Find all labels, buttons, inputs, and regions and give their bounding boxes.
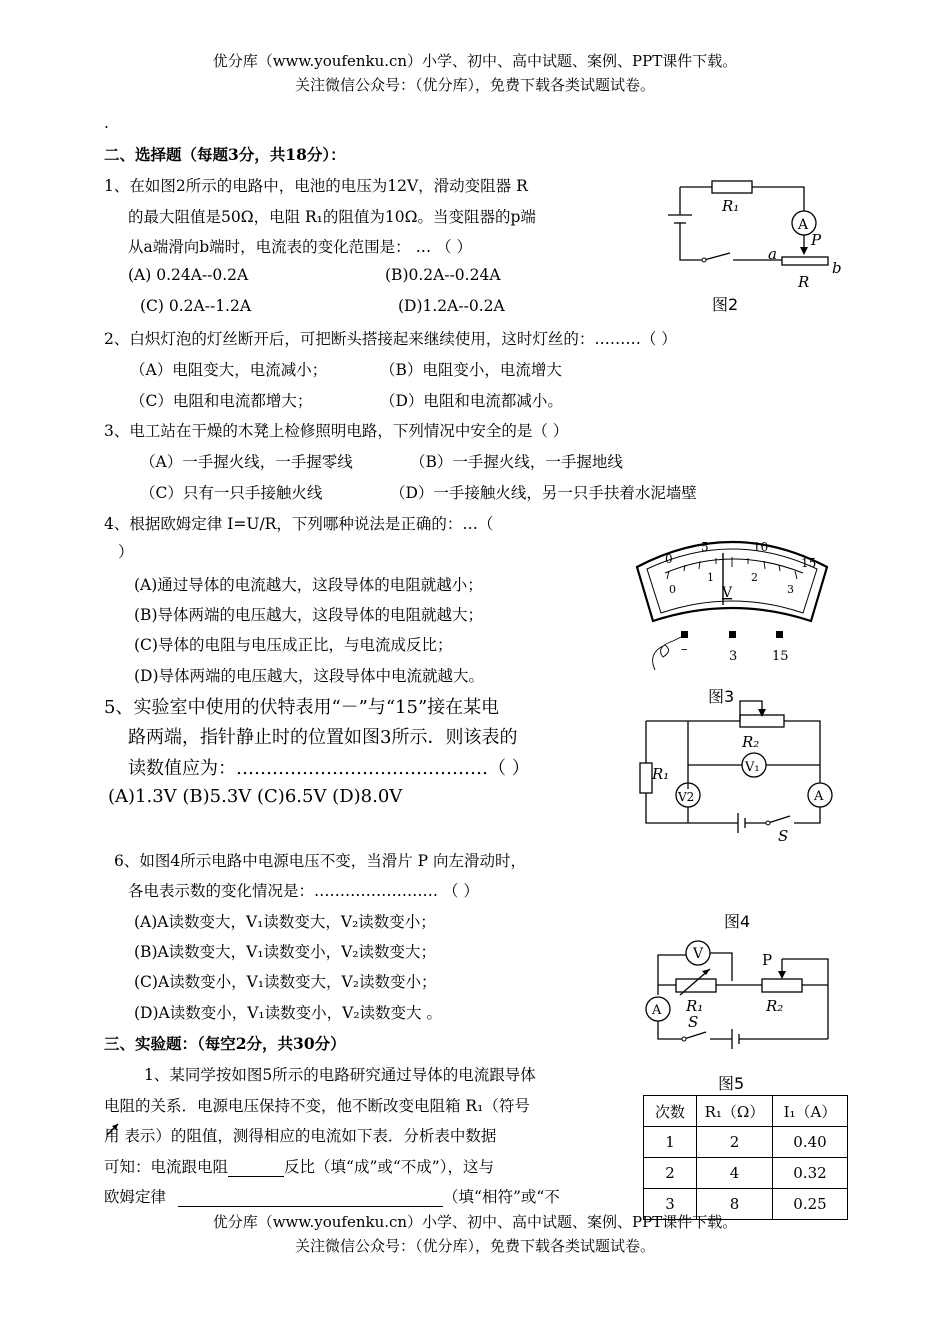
fig3-top-tick: 0 xyxy=(665,552,673,566)
table-cell: 3 xyxy=(644,1189,697,1220)
table-cell: 2 xyxy=(644,1158,697,1189)
header-line-1: 优分库（www.youfenku.cn）小学、初中、高中试题、案例、PPT课件下载。 xyxy=(212,52,738,70)
exp1-line-4 xyxy=(104,1155,494,1177)
table-header: I₁（A） xyxy=(773,1096,848,1127)
q2-option-d: （D）电阻和电流都减小。 xyxy=(380,392,563,410)
fig4-caption: 图4 xyxy=(724,912,751,931)
q5-line-3: 读数值应为：……………………………………（ ） xyxy=(128,758,530,779)
fig3-terminal-15 xyxy=(776,631,783,638)
exp1-line-5 xyxy=(104,1185,560,1207)
table-row xyxy=(644,1158,848,1189)
fig3-terminal-minus xyxy=(681,631,688,638)
table-cell: 8 xyxy=(697,1189,773,1220)
fig4-v1-label: V₁ xyxy=(745,760,760,775)
q3-option-d: （D）一手接触火线，另一只手扶着水泥墙壁 xyxy=(390,484,697,502)
table-cell: 0.25 xyxy=(773,1189,848,1220)
q1-option-d: (D)1.2A--0.2A xyxy=(398,297,505,315)
q4-stem: 4、根据欧姆定律 I=U/R，下列哪种说法是正确的：…（ xyxy=(104,515,494,533)
data-table xyxy=(643,1095,848,1220)
footer-line-2: 关注微信公众号：（优分库），免费下载各类试题试卷。 xyxy=(294,1237,655,1255)
fig3-bottom-tick: 2 xyxy=(751,571,758,584)
header-line-2: 关注微信公众号：（优分库），免费下载各类试题试卷。 xyxy=(294,76,655,94)
q6-option-b: (B)A读数变大，V₁读数变小，V₂读数变大； xyxy=(134,943,436,961)
fig3-bottom-tick: 3 xyxy=(787,583,794,596)
q5-options: (A)1.3V (B)5.3V (C)6.5V (D)8.0V xyxy=(108,786,403,807)
figure-2-circuit xyxy=(640,175,850,320)
fig5-p-label: P xyxy=(762,951,773,969)
fig3-top-tick: 15 xyxy=(801,556,817,570)
fig3-caption: 图3 xyxy=(708,687,735,706)
q5-line-1: 5、实验室中使用的伏特表用“－”与“15”接在某电 xyxy=(104,697,500,718)
q2-option-c: （C）电阻和电流都增大； xyxy=(130,392,313,410)
section2-title: 二、选择题（每题3分，共18分）： xyxy=(104,145,346,164)
q1-option-b: (B)0.2A--0.24A xyxy=(385,266,501,284)
fig3-bottom-tick: 0 xyxy=(669,583,676,596)
fig3-15-label: 15 xyxy=(772,649,789,664)
fig4-s-label: S xyxy=(778,827,789,845)
fig3-minus-label: – xyxy=(681,642,688,657)
q3-option-a: （A）一手握火线，一手握零线 xyxy=(140,453,353,471)
q3-option-c: （C）只有一只手接触火线 xyxy=(140,484,323,502)
footer-line-1: 优分库（www.youfenku.cn）小学、初中、高中试题、案例、PPT课件下载。 xyxy=(212,1213,738,1231)
table-header: R₁（Ω） xyxy=(697,1096,773,1127)
fig2-p-label: P xyxy=(811,231,822,249)
fig2-caption: 图2 xyxy=(712,295,739,314)
q6-option-d: (D)A读数变小，V₁读数变小，V₂读数变大 。 xyxy=(134,1004,442,1022)
q2-option-a: （A）电阻变大，电流减小； xyxy=(130,361,328,379)
q1-line-1: 1、在如图2所示的电路中，电池的电压为12V，滑动变阻器 R xyxy=(104,177,528,195)
q1-option-c: (C) 0.2A--1.2A xyxy=(140,297,252,315)
fig2-r1-label: R₁ xyxy=(722,197,740,215)
section3-title: 三、实验题：（每空2分，共30分） xyxy=(104,1034,346,1053)
stray-dot: . xyxy=(104,114,109,132)
fig5-v-label: V xyxy=(693,946,704,962)
table-cell: 4 xyxy=(697,1158,773,1189)
q1-option-a: (A) 0.24A--0.2A xyxy=(128,266,249,284)
fig4-r1-label: R₁ xyxy=(652,765,670,783)
exp1-line-4-end: 反比（填“成”或“不成”），这与 xyxy=(284,1158,494,1176)
q1-line-2: 的最大阻值是50Ω，电阻 R₁的阻值为10Ω。当变阻器的p端 xyxy=(128,208,536,226)
exp1-line-5-end: （填“相符”或“不 xyxy=(443,1188,560,1206)
q6-option-a: (A)A读数变大，V₁读数变大，V₂读数变小； xyxy=(134,913,436,931)
table-cell: 0.40 xyxy=(773,1127,848,1158)
q4-option-b: (B)导体两端的电压越大，这段导体的电阻就越大； xyxy=(134,606,483,624)
exp1-line-3: 用 表示）的阻值，测得相应的电流如下表．分析表中数据 xyxy=(104,1127,497,1145)
exp1-line-1: 1、某同学按如图5所示的电路研究通过导体的电流跟导体 xyxy=(144,1066,536,1084)
table-row xyxy=(644,1127,848,1158)
q3-stem: 3、电工站在干燥的木凳上检修照明电路，下列情况中安全的是（ ） xyxy=(104,422,569,440)
fig4-r2-label: R₂ xyxy=(742,733,760,751)
fig4-ammeter-label: A xyxy=(814,789,824,804)
fig5-ammeter-label: A xyxy=(652,1003,662,1018)
fig5-caption: 图5 xyxy=(718,1074,745,1093)
fig4-v2-label: V2 xyxy=(678,790,695,804)
fig2-ammeter-label: A xyxy=(798,217,809,233)
q6-stem-2: 各电表示数的变化情况是：…………………… （ ） xyxy=(128,882,479,900)
q4-option-a: (A)通过导体的电流越大，这段导体的电阻就越小； xyxy=(134,576,483,594)
fig5-s-label: S xyxy=(688,1013,699,1031)
fig3-wire xyxy=(653,637,681,670)
q5-line-2: 路两端，指针静止时的位置如图3所示．则该表的 xyxy=(128,727,518,748)
fig5-r2-label: R₂ xyxy=(766,997,784,1015)
table-cell: 1 xyxy=(644,1127,697,1158)
q6-stem: 6、如图4所示电路中电源电压不变，当滑片 P 向左滑动时， xyxy=(114,852,527,870)
blank-2[interactable] xyxy=(178,1188,443,1207)
figure-5-circuit xyxy=(640,935,840,1065)
fig3-top-tick: 10 xyxy=(753,540,769,554)
table-header: 次数 xyxy=(644,1096,697,1127)
fig3-terminal-3 xyxy=(729,631,736,638)
figure-3-voltmeter xyxy=(625,525,840,710)
fig2-a-label: a xyxy=(768,245,777,263)
q4-stem-close: ） xyxy=(118,543,134,561)
table-cell: 2 xyxy=(697,1127,773,1158)
table-cell: 0.32 xyxy=(773,1158,848,1189)
figure-4-circuit xyxy=(630,695,835,845)
fig3-bottom-tick: 1 xyxy=(707,571,714,584)
q1-line-3: 从a端滑向b端时，电流表的变化范围是： … （ ） xyxy=(128,238,472,256)
fig5-r1-label: R₁ xyxy=(686,997,704,1015)
table-header-row xyxy=(644,1096,848,1127)
q2-stem: 2、白炽灯泡的灯丝断开后，可把断头搭接起来继续使用，这时灯丝的：………（ ） xyxy=(104,330,677,348)
fig2-b-label: b xyxy=(832,259,842,277)
exp1-line-2: 电阻的关系．电源电压保持不变，他不断改变电阻箱 R₁（符号 xyxy=(104,1097,530,1115)
q6-option-c: (C)A读数变小，V₁读数变大，V₂读数变小； xyxy=(134,973,437,991)
fig3-v-label: V xyxy=(722,585,733,601)
exp1-line-4-start: 可知：电流跟电阻 xyxy=(104,1158,229,1176)
q3-option-b: （B）一手握火线，一手握地线 xyxy=(410,453,623,471)
q4-option-d: (D)导体两端的电压越大，这段导体中电流就越大。 xyxy=(134,667,485,685)
q2-option-b: （B）电阻变小，电流增大 xyxy=(380,361,562,379)
q4-option-c: (C)导体的电阻与电压成正比，与电流成反比； xyxy=(134,636,453,654)
fig3-3-label: 3 xyxy=(729,649,738,664)
fig2-r-label: R xyxy=(798,273,810,291)
blank-1[interactable] xyxy=(228,1158,284,1177)
fig3-top-tick: 5 xyxy=(701,540,709,554)
exp1-line-5-start: 欧姆定律 xyxy=(104,1188,167,1206)
